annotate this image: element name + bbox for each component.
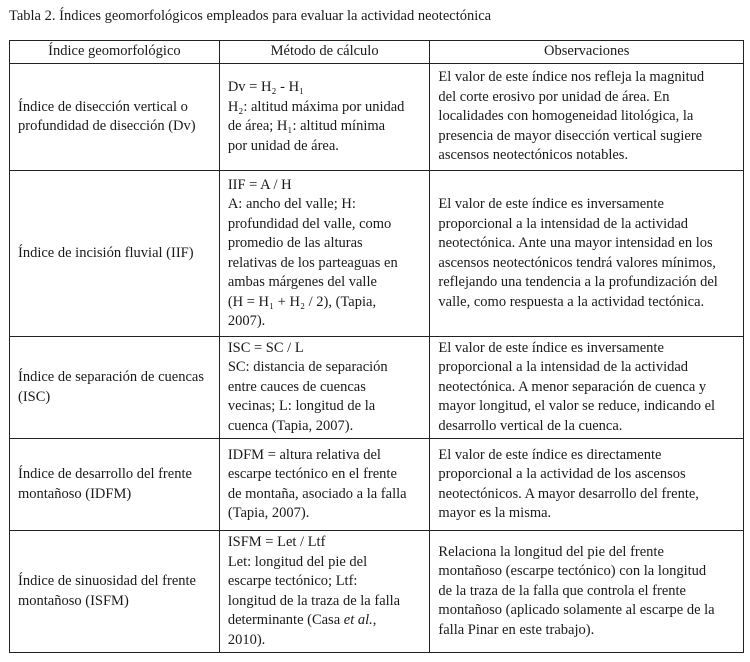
cell-line: neotectónica. A menor separación de cuenca y (438, 378, 707, 395)
cell-line: Relaciona la longitud del pie del frente (438, 543, 664, 560)
method-cell (219, 171, 430, 337)
cell-line: ascensos neotectónicos tendrá valores mínimos, (438, 254, 716, 271)
cell-line: (H = H₁ + H₂ / 2), (Tapia, (227, 293, 377, 310)
cell-line: Índice de desarrollo del frente (18, 466, 192, 482)
cell-line: longitud de la traza de la falla (227, 592, 401, 609)
cell-line: falla Pinar en este trabajo). (438, 621, 595, 638)
cell-line: valle, como respuesta a la actividad tectónica. (438, 293, 705, 310)
observations-cell (430, 531, 744, 653)
geomorphological-indices-table (9, 40, 744, 653)
table-row (10, 531, 744, 653)
cell-line: determinante (Casa et al., (227, 612, 377, 628)
cell-line: localidades con homogeneidad litológica, la (438, 108, 694, 125)
cell-line: Let: longitud del pie del (227, 553, 368, 570)
cell-line: ambas márgenes del valle (227, 274, 377, 290)
cell-line: El valor de este índice nos refleja la magnitud (438, 69, 705, 86)
cell-line: El valor de este índice es inversamente (438, 196, 664, 212)
cell-line: montañoso (IDFM) (18, 485, 132, 502)
method-cell (219, 439, 430, 531)
cell-line: IIF = A / H (227, 176, 292, 193)
cell-line: proporcional a la intensidad de la actividad (438, 359, 689, 376)
cell-line: escarpe tectónico en el frente (227, 466, 397, 482)
cell-line: desarrollo vertical de la cuenca. (438, 417, 623, 434)
cell-line: SC: distancia de separación (227, 359, 388, 376)
index-cell (10, 64, 220, 171)
method-cell (219, 337, 430, 439)
cell-line: (ISC) (18, 388, 51, 405)
cell-line: proporcional a la intensidad de la actividad (438, 215, 689, 232)
index-cell (10, 337, 220, 439)
cell-line: ISFM = Let / Ltf (227, 534, 326, 550)
cell-line: montañoso (aplicado solamente al escarpe de la (438, 602, 715, 619)
cell-line: relativas de los parteaguas en (227, 254, 398, 271)
observations-cell (430, 439, 744, 531)
table-row (10, 171, 744, 337)
cell-line: A: ancho del valle; H: (227, 196, 356, 212)
header-index: Índice geomorfológico (10, 41, 220, 64)
cell-line: montañoso (ISFM) (18, 592, 129, 609)
table-caption: Tabla 2. Índices geomorfológicos empleados para evaluar la actividad neotectónica (9, 8, 492, 24)
observations-cell (430, 337, 744, 439)
index-cell (10, 531, 220, 653)
cell-line: vecinas; L: longitud de la (227, 398, 376, 415)
index-cell (10, 171, 220, 337)
header-row (10, 41, 744, 64)
cell-line: de la traza de la falla que controla el frente (438, 582, 686, 599)
cell-line: presencia de mayor disección vertical sugiere (438, 127, 703, 144)
cell-line: profundidad de disección (Dv) (18, 118, 196, 134)
cell-line: reflejando una tendencia a la profundización del (438, 274, 718, 290)
cell-line: (Tapia, 2007). (227, 505, 310, 521)
cell-line: Índice de disección vertical o (18, 98, 188, 115)
cell-line: mayor es la misma. (438, 505, 552, 521)
cell-line: mayor longitud, el valor se reduce, indicando el (438, 398, 716, 415)
cell-line: proporcional a la actividad de los ascensos (438, 466, 686, 482)
cell-line: 2010). (227, 631, 266, 648)
cell-line: El valor de este índice es directamente (438, 446, 662, 463)
cell-line: ISC = SC / L (227, 339, 304, 356)
cell-line: escarpe tectónico; Ltf: (227, 573, 358, 589)
cell-line: Índice de separación de cuencas (18, 369, 204, 385)
cell-line: montañoso (escarpe tectónico) con la longitud (438, 563, 707, 580)
cell-line: profundidad del valle, como (227, 215, 392, 232)
cell-line: Dv = H₂ - H₁ (227, 79, 305, 95)
cell-line: neotectónica. Ante una mayor intensidad en los (438, 235, 713, 251)
cell-line: ascensos neotectónicos notables. (438, 147, 629, 164)
table-row (10, 337, 744, 439)
cell-line: El valor de este índice es inversamente (438, 339, 664, 356)
header-method: Método de cálculo (219, 41, 430, 64)
cell-line: de área; H₁: altitud mínima (227, 118, 386, 134)
method-cell (219, 531, 430, 653)
observations-cell (430, 64, 744, 171)
cell-line: cuenca (Tapia, 2007). (227, 417, 354, 434)
cell-line: promedio de las alturas (227, 235, 363, 251)
cell-line: IDFM = altura relativa del (227, 446, 381, 463)
table-row (10, 439, 744, 531)
method-cell (219, 64, 430, 171)
cell-line: de montaña, asociado a la falla (227, 485, 407, 502)
index-cell (10, 439, 220, 531)
cell-line: entre cauces de cuencas (227, 378, 366, 395)
cell-line: Índice de sinuosidad del frente (18, 573, 196, 589)
cell-line: 2007). (227, 313, 266, 329)
cell-line: Índice de incisión fluvial (IIF) (18, 244, 194, 261)
table-row (10, 64, 744, 171)
header-observations: Observaciones (430, 41, 744, 64)
cell-line: por unidad de área. (227, 137, 339, 154)
cell-line: del corte erosivo por unidad de área. En (438, 88, 670, 105)
cell-line: H₂: altitud máxima por unidad (227, 98, 405, 115)
observations-cell (430, 171, 744, 337)
cell-line: neotectónicos. A mayor desarrollo del frente, (438, 485, 699, 502)
